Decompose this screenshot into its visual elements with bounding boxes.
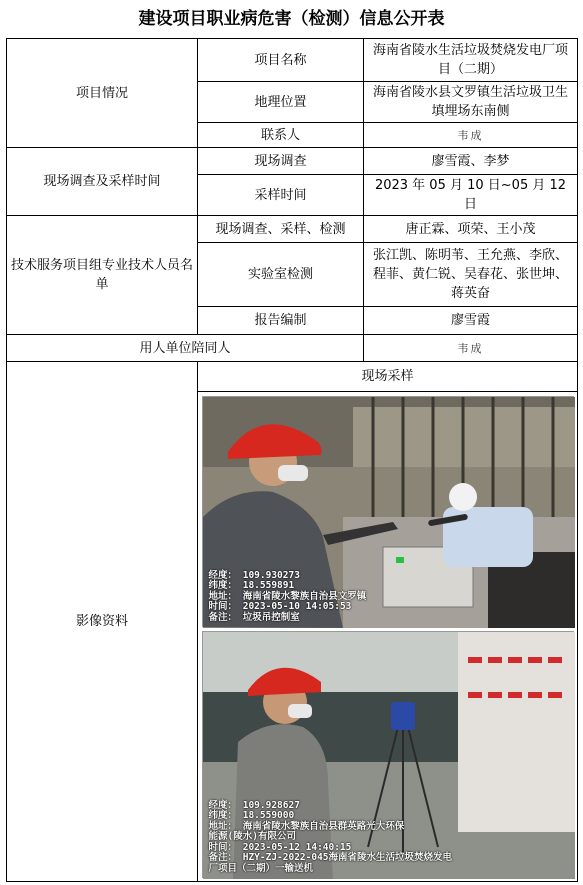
survey-section-label: 现场调查及采样时间 xyxy=(7,148,198,216)
lab-test-value: 张江凯、陈明苇、王允燕、李欣、程菲、黄仁锐、吴春花、张世坤、蒋英奋 xyxy=(364,243,578,307)
report-label: 报告编制 xyxy=(198,307,364,335)
page-title: 建设项目职业病危害（检测）信息公开表 xyxy=(138,9,445,29)
images-section-label: 影像资料 xyxy=(7,362,198,882)
field-work-value: 唐正霖、项荣、王小茂 xyxy=(364,216,578,243)
survey-value: 廖雪霞、李梦 xyxy=(364,148,578,175)
project-info-label: 项目情况 xyxy=(7,39,198,148)
accompany-signature: 韦成 xyxy=(457,341,484,355)
contact-signature: 韦成 xyxy=(457,128,484,142)
accompany-label: 用人单位陪同人 xyxy=(7,335,364,362)
sampling-time-value: 2023 年 05 月 10 日~05 月 12 日 xyxy=(364,175,578,216)
info-table xyxy=(6,38,578,882)
site-photo-control-room xyxy=(202,396,574,627)
field-work-label: 现场调查、采样、检测 xyxy=(198,216,364,243)
tech-team-label: 技术服务项目组专业技术人员名单 xyxy=(7,216,198,335)
project-name-value: 海南省陵水生活垃圾焚烧发电厂项目（二期） xyxy=(364,39,578,82)
location-label: 地理位置 xyxy=(198,82,364,123)
survey-label: 现场调查 xyxy=(198,148,364,175)
photo-2-watermark: 经度： 109.928627 纬度： 18.559000 地址： 海南省陵水黎族自治县群英路光大环保 能源(陵水)有限公司 时间： 2023-05-12 14:40:15 备注： HZY-ZJ-2022-045海南省陵水生活垃圾焚烧发电 厂项目（二期）一输送机 xyxy=(208,799,453,874)
sampling-time-label: 采样时间 xyxy=(198,175,364,216)
location-value: 海南省陵水县文罗镇生活垃圾卫生填埋场东南侧 xyxy=(364,82,578,123)
report-value: 廖雪霞 xyxy=(364,307,578,335)
lab-test-label: 实验室检测 xyxy=(198,243,364,307)
contact-label: 联系人 xyxy=(198,123,364,148)
project-name-label: 项目名称 xyxy=(198,39,364,82)
images-header: 现场采样 xyxy=(198,362,578,392)
site-photo-conveyor xyxy=(202,631,574,878)
photo-1-watermark: 经度： 109.930273 纬度： 18.559891 地址： 海南省陵水黎族自治县文罗镇 时间： 2023-05-10 14:05:53 备注： 垃圾吊控制室 xyxy=(208,569,367,623)
